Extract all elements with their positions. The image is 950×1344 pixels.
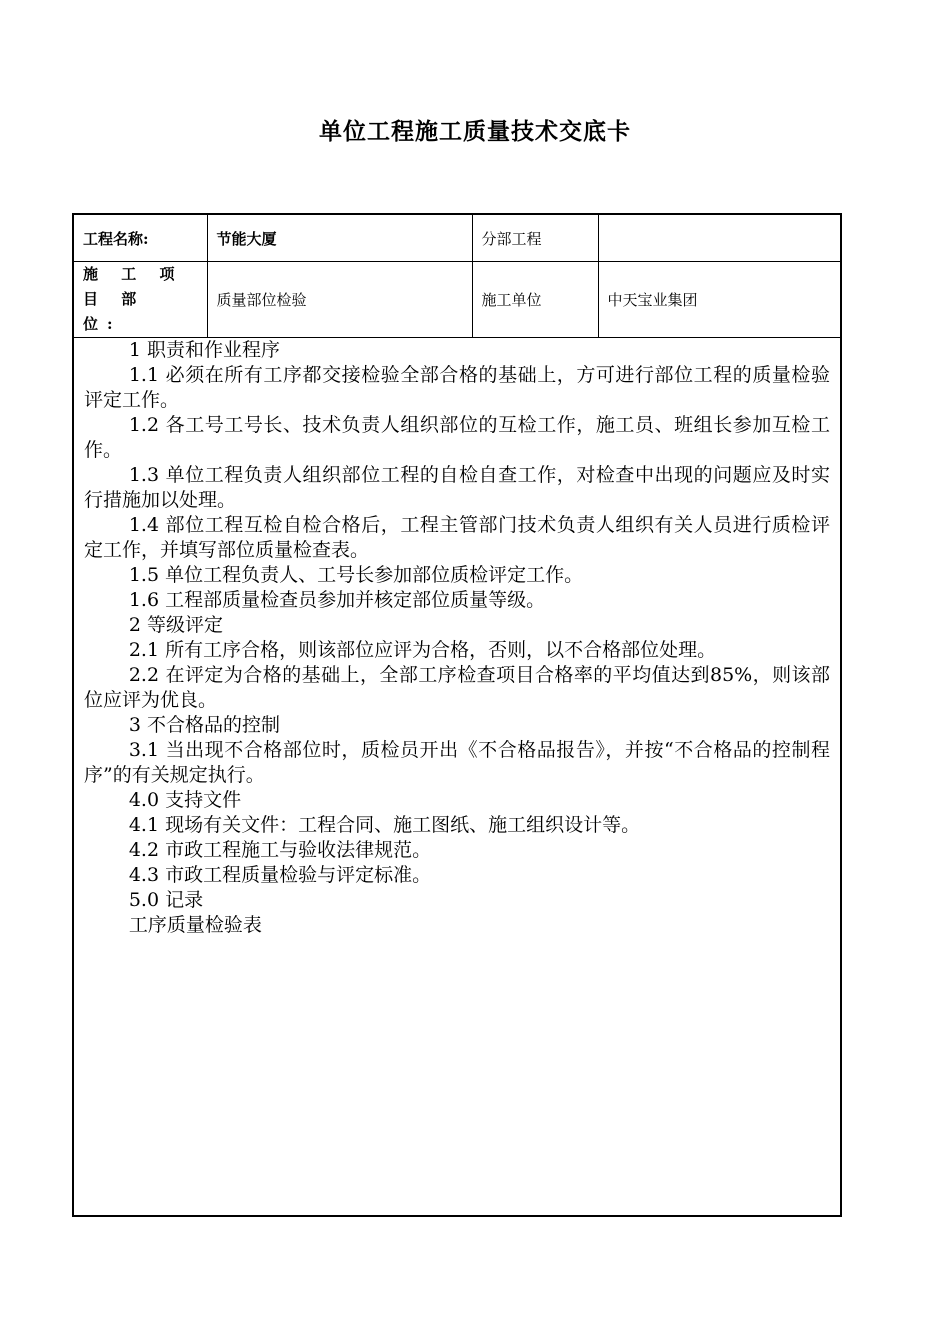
paragraph: 1.6 工程部质量检查员参加并核定部位质量等级。 <box>128 589 546 611</box>
paragraph: 4.0 支持文件 <box>128 789 242 811</box>
dept-value: 质量部位检验 <box>207 262 472 338</box>
paragraph: 3 不合格品的控制 <box>128 714 280 736</box>
paragraph: 3.1 当出现不合格部位时，质检员开出《不合格品报告》，并按“不合格品的控制程序”的有关规定执行。 <box>84 739 830 786</box>
header-row-2 <box>74 262 840 338</box>
header-row-1 <box>74 215 840 262</box>
paragraph: 工序质量检验表 <box>128 914 262 936</box>
paragraph: 5.0 记录 <box>128 889 204 911</box>
paragraph: 1 职责和作业程序 <box>128 339 280 361</box>
paragraph: 2.1 所有工序合格，则该部位应评为合格，否则，以不合格部位处理。 <box>128 639 717 661</box>
project-name-label: 工程名称: <box>74 215 207 262</box>
paragraph: 1.2 各工号工号长、技术负责人组织部位的互检工作，施工员、班组长参加互检工作。 <box>84 414 830 461</box>
paragraph: 1.4 部位工程互检自检合格后，工程主管部门技术负责人组织有关人员进行质检评定工作，并填写部位质量检查表。 <box>84 514 830 561</box>
dept-label: 施 工 项 目 部 位: <box>74 262 207 338</box>
paragraph: 1.5 单位工程负责人、工号长参加部位质检评定工作。 <box>128 564 584 586</box>
header-table <box>74 215 840 338</box>
paragraph: 2 等级评定 <box>128 614 223 636</box>
document-title: 单位工程施工质量技术交底卡 <box>319 118 631 145</box>
unit-value: 中天宝业集团 <box>598 262 840 338</box>
unit-label: 施工单位 <box>472 262 598 338</box>
sub-project-label: 分部工程 <box>472 215 598 262</box>
paragraph: 4.2 市政工程施工与验收法律规范。 <box>128 839 432 861</box>
paragraph: 2.2 在评定为合格的基础上，全部工序检查项目合格率的平均值达到85%，则该部位应评为优良。 <box>84 664 830 711</box>
paragraph: 4.3 市政工程质量检验与评定标准。 <box>128 864 432 886</box>
paragraph: 4.1 现场有关文件：工程合同、施工图纸、施工组织设计等。 <box>128 814 641 836</box>
disclosure-card <box>72 213 842 1217</box>
project-name-value: 节能大厦 <box>207 215 472 262</box>
sub-project-value <box>598 215 840 262</box>
paragraph: 1.3 单位工程负责人组织部位工程的自检自查工作，对检查中出现的问题应及时实行措施加以处理。 <box>84 464 830 511</box>
paragraph: 1.1 必须在所有工序都交接检验全部合格的基础上，方可进行部位工程的质量检验评定工作。 <box>84 364 830 411</box>
content-body <box>74 338 840 938</box>
